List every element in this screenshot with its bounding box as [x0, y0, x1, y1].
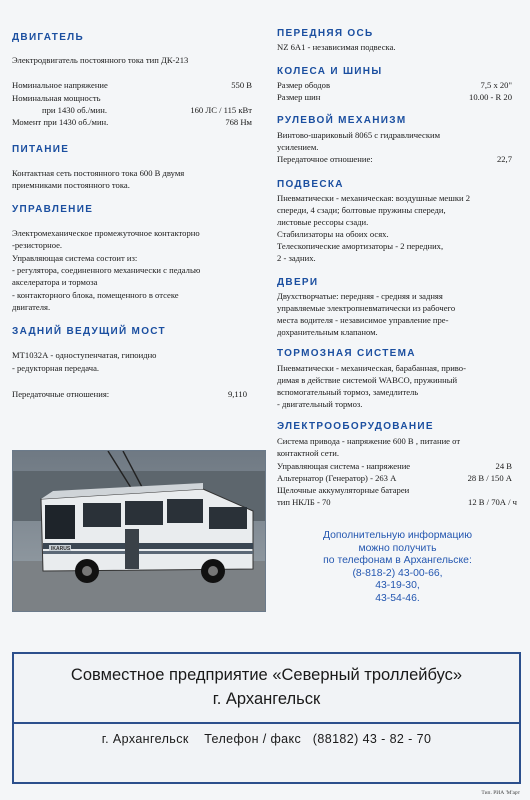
control-heading: УПРАВЛЕНИЕ — [12, 204, 94, 215]
doors-line: дохранительным клапаном. — [277, 327, 378, 337]
engine-text: Электродвигатель постоянного тока тип ДК-213 — [12, 55, 189, 65]
wheels-tire-label: Размер шин — [277, 92, 321, 102]
control-line: - регулятора, соединенного механически с педалью — [12, 265, 201, 275]
info-phone: (8-818-2) 43-00-66, — [352, 567, 443, 579]
engine-power-sub: при 1430 об./мин. — [42, 105, 107, 115]
rear-axle-ratio-label: Передаточные отношения: — [12, 389, 110, 399]
engine-power-row — [42, 105, 252, 116]
rear-axle-ratio-value: 9,110 — [227, 389, 247, 399]
company-city: г. Архангельск — [212, 690, 321, 708]
control-line: акселератора и тормоза — [12, 277, 98, 287]
company-box-divider — [14, 722, 519, 724]
trolleybus-photo — [12, 450, 266, 612]
electrical-heading: ЭЛЕКТРООБОРУДОВАНИЕ — [277, 421, 434, 432]
steering-heading: РУЛЕВОЙ МЕХАНИЗМ — [277, 115, 407, 126]
electrical-bat-label1: Щелочные аккумуляторные батареи — [277, 485, 410, 495]
info-line: Дополнительную информацию — [323, 530, 472, 541]
steering-line1: Винтово-шариковый 8065 с гидравлическим — [277, 130, 441, 140]
rear-axle-line2: - редукторная передача. — [12, 363, 100, 373]
engine-torque-label: Момент при 1430 об./мин. — [12, 117, 109, 127]
wheels-tire-value: 10.00 - R 20 — [469, 92, 512, 102]
engine-torque-row — [12, 117, 252, 128]
engine-power-label: Номинальная мощность — [12, 93, 101, 103]
brakes-line: вспомогательный тормоз, замедлитель — [277, 387, 419, 397]
suspension-line: Пневматически - механическая: воздушные мешки 2 — [277, 193, 471, 203]
electrical-alt-value: 28 В / 150 А — [467, 473, 512, 483]
doors-line: места водителя - независимое управление пре- — [277, 315, 449, 325]
rear-axle-heading: ЗАДНИЙ ВЕДУЩИЙ МОСТ — [12, 326, 166, 337]
steering-ratio-row — [277, 154, 512, 165]
info-phone: 43-54-46. — [375, 592, 420, 604]
electrical-line2: контактной сети. — [277, 448, 340, 458]
wheels-rim-label: Размер ободов — [277, 80, 331, 90]
engine-power-value: 160 ЛС / 115 кВт — [190, 105, 252, 115]
control-line: Электромеханическое промежуточное контакторно — [12, 228, 200, 238]
steering-line2: усилением. — [277, 142, 319, 152]
wheels-rim-row — [277, 80, 512, 91]
engine-voltage-row — [12, 80, 252, 91]
steering-ratio-label: Передаточное отношение: — [277, 154, 373, 164]
info-phone: 43-19-30, — [375, 580, 420, 592]
control-line: Управляющая система состоит из: — [12, 253, 138, 263]
control-line: - контакторного блока, помещенного в отсеке — [12, 290, 179, 300]
electrical-ctrl-row — [277, 461, 512, 472]
company-box — [12, 652, 521, 784]
control-line: двигателя. — [12, 302, 51, 312]
suspension-line: Телескопические амортизаторы - 2 передних, — [277, 241, 444, 251]
power-supply-heading: ПИТАНИЕ — [12, 144, 70, 155]
suspension-line: спереди, 4 сзади; болтовые пружины спереди, — [277, 205, 446, 215]
print-mark: Тип. РИА 'М'арт — [481, 790, 520, 796]
electrical-line1: Система привода - напряжение 600 В , питание от — [277, 436, 461, 446]
brakes-line: димая в действие системой WABCO, пружинный — [277, 375, 458, 385]
doors-line: управляемые электропневматически из рабочего — [277, 303, 456, 313]
wheels-heading: КОЛЕСА И ШИНЫ — [277, 66, 383, 77]
power-supply-line1: Контактная сеть постоянного тока 600 В двумя — [12, 168, 185, 178]
suspension-line: листовые рессоры сзади. — [277, 217, 369, 227]
electrical-bat-row — [277, 497, 517, 508]
control-line: -резисторное. — [12, 240, 63, 250]
suspension-line: Стабилизаторы на обоих осях. — [277, 229, 389, 239]
engine-heading: ДВИГАТЕЛЬ — [12, 32, 84, 43]
wheels-rim-value: 7,5 х 20" — [480, 80, 512, 90]
trolleybus-illustration — [13, 451, 265, 611]
info-line: по телефонам в Архангельске: — [323, 555, 472, 567]
info-line: можно получить — [358, 542, 437, 554]
electrical-ctrl-value: 24 В — [495, 461, 512, 471]
company-name: Совместное предприятие «Северный троллейбус» — [70, 666, 463, 684]
front-axle-line1: NZ 6А1 - независимая подвеска. — [277, 42, 396, 52]
engine-voltage-label: Номинальное напряжение — [12, 80, 108, 90]
engine-torque-value: 768 Нм — [225, 117, 252, 127]
brakes-line: Пневматически - механическая, барабанная, приво- — [277, 363, 466, 373]
contact-info-box — [290, 530, 505, 618]
company-contact: г. Архангельск Телефон / факс (88182) 43 - 82 - 70 — [101, 732, 432, 746]
front-axle-heading: ПЕРЕДНЯЯ ОСЬ — [277, 28, 374, 39]
doors-line: Двухстворчатые: передняя - средняя и задняя — [277, 291, 443, 301]
rear-axle-ratio-row — [12, 389, 247, 400]
electrical-ctrl-label: Управляющая система - напряжение — [277, 461, 411, 471]
doors-heading: ДВЕРИ — [277, 277, 319, 288]
brakes-heading: ТОРМОЗНАЯ СИСТЕМА — [277, 348, 416, 359]
rear-axle-line1: МТ1032А - одноступенчатая, гипоидно — [12, 350, 157, 360]
electrical-alt-row — [277, 473, 512, 484]
suspension-line: 2 - задних. — [277, 253, 316, 263]
steering-ratio-value: 22,7 — [496, 154, 512, 164]
wheels-tire-row — [277, 92, 512, 103]
power-supply-line2: приемниками постоянного тока. — [12, 180, 130, 190]
brakes-line: - двигательный тормоз. — [277, 399, 363, 409]
engine-voltage-value: 550 В — [231, 80, 252, 90]
suspension-heading: ПОДВЕСКА — [277, 179, 344, 190]
electrical-bat-value: 12 В / 70А / ч — [468, 497, 517, 507]
electrical-alt-label: Альтернатор (Генератор) - 263 А — [277, 473, 397, 483]
bus-logo: IKARUS — [51, 546, 71, 552]
electrical-bat-label2: тип НКЛБ - 70 — [277, 497, 331, 507]
